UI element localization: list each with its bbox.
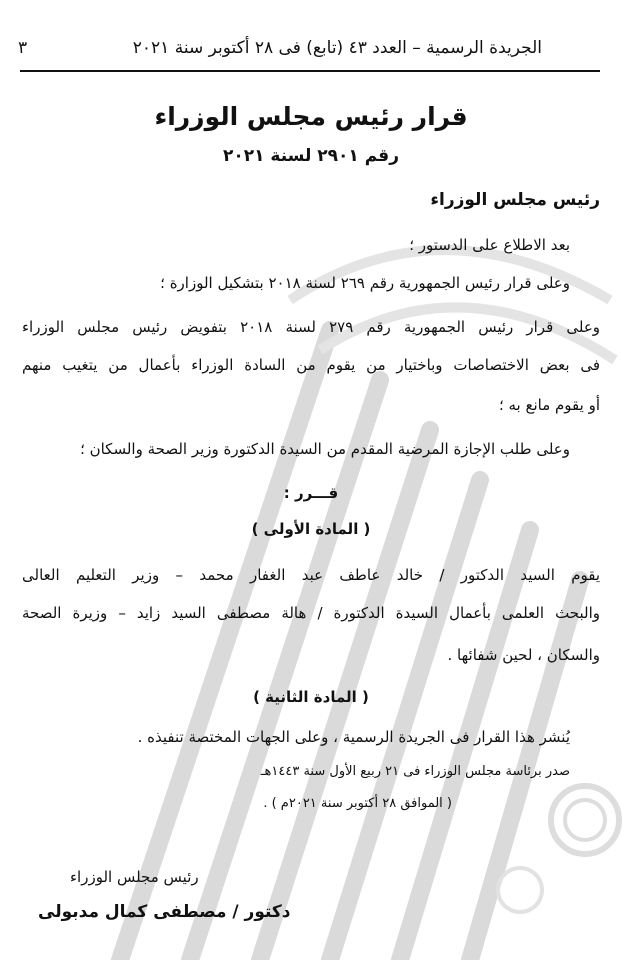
article1-line: والسكان ، لحين شفائها . — [447, 646, 600, 664]
decree-issuer: رئيس مجلس الوزراء — [430, 190, 600, 210]
header-divider — [20, 70, 600, 72]
decree-number: رقم ٢٩٠١ لسنة ٢٠٢١ — [223, 146, 399, 166]
issued-line: ( الموافق ٢٨ أكتوبر سنة ٢٠٢١م ) . — [263, 796, 452, 811]
preamble-line: وعلى قرار رئيس الجمهورية رقم ٢٦٩ لسنة ٢٠١٨ بتشكيل الوزارة ؛ — [160, 274, 570, 292]
preamble-line: وعلى قرار رئيس الجمهورية رقم ٢٧٩ لسنة ٢٠١٨ بتفويض رئيس مجلس الوزراء — [22, 318, 601, 336]
gazette-header-title: الجريدة الرسمية – العدد ٤٣ (تابع) فى ٢٨ أكتوبر سنة ٢٠٢١ — [132, 38, 542, 58]
article2-title: ( المادة الثانية ) — [253, 688, 369, 706]
decided-heading: قـــرر : — [283, 484, 339, 502]
article2-line: يُنشر هذا القرار فى الجريدة الرسمية ، وعلى الجهات المختصة تنفيذه . — [137, 728, 570, 746]
article1-title: ( المادة الأولى ) — [251, 520, 371, 538]
page-number: ٣ — [18, 38, 28, 58]
issued-line: صدر برئاسة مجلس الوزراء فى ٢١ ربيع الأول سنة ١٤٤٣هـ — [260, 764, 570, 779]
article1-line: يقوم السيد الدكتور / خالد عاطف عبد الغفار محمد – وزير التعليم العالى — [22, 566, 600, 584]
preamble-line: أو يقوم مانع به ؛ — [498, 396, 600, 414]
signature-role: رئيس مجلس الوزراء — [70, 868, 199, 886]
decree-title: قرار رئيس مجلس الوزراء — [154, 102, 468, 131]
signature-name: دكتور / مصطفى كمال مدبولى — [38, 902, 291, 922]
preamble-line: بعد الاطلاع على الدستور ؛ — [409, 236, 570, 254]
preamble-line: فى بعض الاختصاصات وباختيار من يقوم من السادة الوزراء بأعمال من يتغيب منهم — [22, 356, 600, 374]
article1-line: والبحث العلمى بأعمال السيدة الدكتورة / هالة مصطفى السيد زايد – وزيرة الصحة — [22, 604, 600, 622]
preamble-line: وعلى طلب الإجازة المرضية المقدم من السيدة الدكتورة وزير الصحة والسكان ؛ — [80, 440, 570, 458]
